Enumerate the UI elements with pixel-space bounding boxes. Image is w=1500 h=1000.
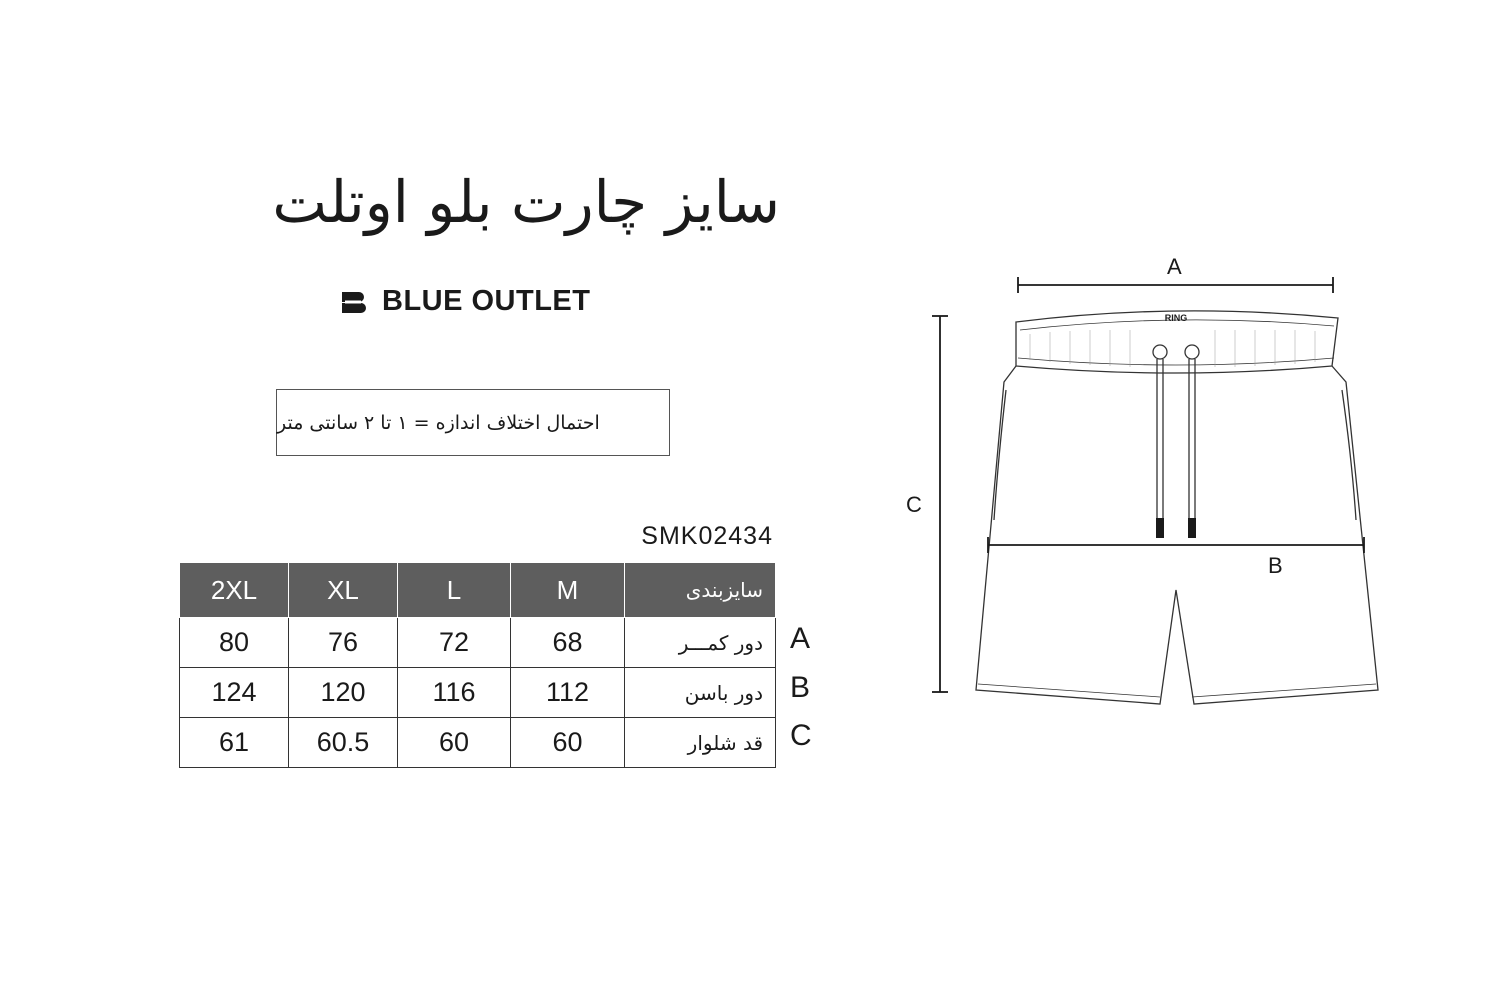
cell-value: 61 <box>180 718 289 768</box>
dimension-a-label: A <box>1167 254 1182 279</box>
page-title: سایز چارت بلو اوتلت <box>272 168 780 236</box>
header-2xl: 2XL <box>180 563 289 618</box>
cell-value: 116 <box>398 668 511 718</box>
cell-value: 60 <box>398 718 511 768</box>
cell-value: 80 <box>180 618 289 668</box>
dimension-c-label: C <box>906 492 922 517</box>
cell-value: 60 <box>511 718 625 768</box>
dimension-b-label: B <box>1268 553 1283 578</box>
dimension-b-line <box>988 537 1364 553</box>
row-key-b: B <box>790 670 811 704</box>
cell-value: 120 <box>289 668 398 718</box>
product-code: SMK02434 <box>641 522 773 550</box>
row-label: قد شلوار <box>625 718 776 768</box>
cord-tip-right <box>1188 518 1196 538</box>
dimension-c-line <box>932 316 948 692</box>
shorts-outline <box>976 311 1378 704</box>
cell-value: 124 <box>180 668 289 718</box>
header-l: L <box>398 563 511 618</box>
row-label: دور کمـــر <box>625 618 776 668</box>
header-xl: XL <box>289 563 398 618</box>
cord-tip-left <box>1156 518 1164 538</box>
waistband-label: RING <box>1164 313 1188 323</box>
header-sizing: سایزبندی <box>625 563 776 618</box>
cell-value: 72 <box>398 618 511 668</box>
tolerance-note-text: احتمال اختلاف اندازه = ۱ تا ۲ سانتی متر <box>277 411 600 434</box>
cell-value: 112 <box>511 668 625 718</box>
row-key-a: A <box>790 622 811 655</box>
header-m: M <box>511 563 625 618</box>
cell-value: 68 <box>511 618 625 668</box>
row-key-c: C <box>790 719 812 752</box>
cell-value: 60.5 <box>289 718 398 768</box>
brand-name: BLUE OUTLET <box>382 285 591 317</box>
cell-value: 76 <box>289 618 398 668</box>
row-label: دور باسن <box>625 668 776 718</box>
